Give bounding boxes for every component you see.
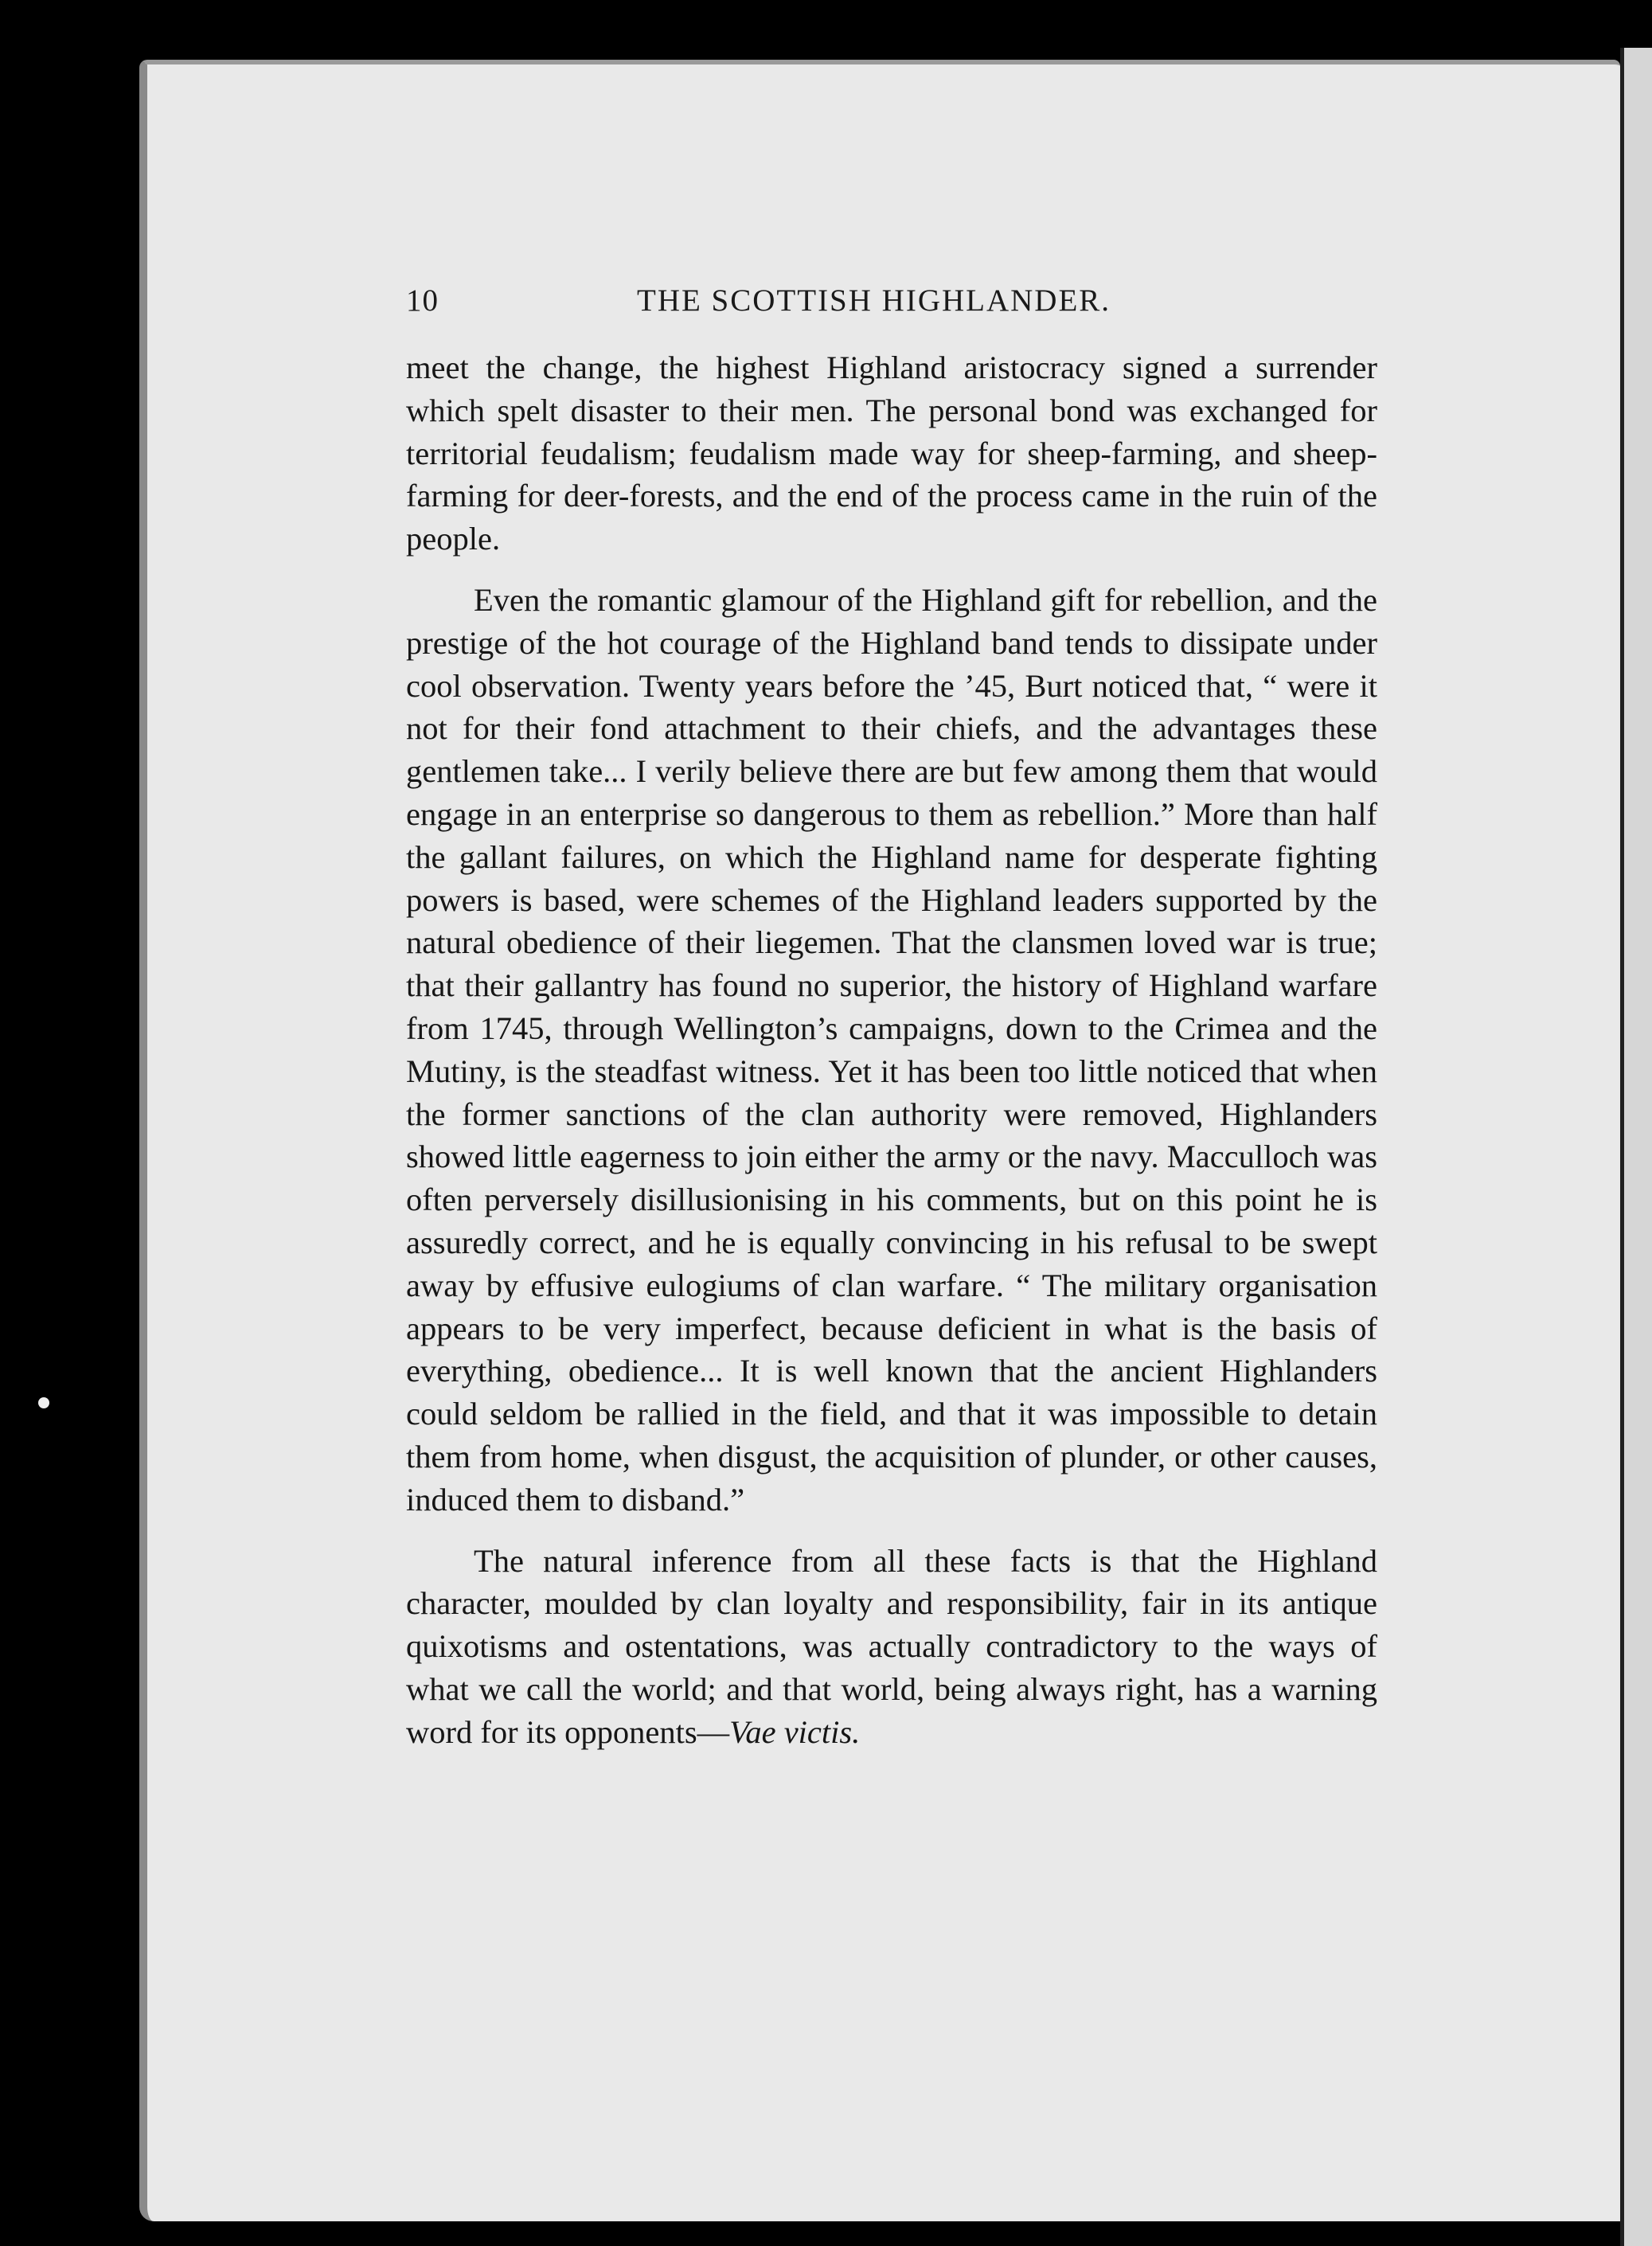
- scan-bottom-border: [139, 2221, 1620, 2246]
- latin-phrase: Vae victis.: [729, 1713, 861, 1750]
- paragraph-2: Even the romantic glamour of the Highland gift for rebellion, and the prestige of the hot courage of the Highland band tends to dissipate under cool observation. Twenty years before the ’45, Burt noticed that, “ were it not for their fond attachment to their chiefs, and the advantages these gentlemen take... I verily believe there are but few among them that would engage in an enterprise so dangerous to them as rebellion.” More than half the gallant failures, on which the Highland name for desperate fighting powers is based, were schemes of the Highland leaders supported by the natural obedience of their liegemen. That the clansmen loved war is true; that their gallantry has found no superior, the history of Highland warfare from 1745, through Wellington’s campaigns, down to the Crimea and the Mutiny, is the steadfast witness. Yet it has been too little noticed that when the former sanctions of the clan authority were removed, Highlanders showed little eagerness to join either the army or the navy. Macculloch was often perversely disillusionising in his comments, but on this point he is assuredly correct, and he is equally convincing in his refusal to be swept away by effusive eulogiums of clan warfare. “ The military organisation appears to be very imperfect, because deficient in what is the basis of everything, obedience... It is well known that the ancient Highlanders could seldom be rallied in the field, and that it was impossible to detain them from home, when disgust, the acquisition of plunder, or other causes, induced them to disband.”: [406, 581, 1377, 1518]
- scan-speck: [38, 1397, 49, 1408]
- page-edge-shadow: [1620, 48, 1624, 2246]
- page-number: 10: [406, 283, 439, 318]
- page-header: [406, 283, 1409, 330]
- running-title: THE SCOTTISH HIGHLANDER.: [637, 283, 1111, 318]
- scanner-right-margin: [1620, 48, 1652, 2246]
- paragraph-3: [406, 1540, 1377, 1754]
- paragraph-3-text: The natural inference from all these facts is that the Highland character, moulded by clan loyalty and responsibility, fair in its antique quixotisms and ostentations, was actually contradictory to the ways of what we call the world; and that world, being always right, has a warning word for its opponents—: [406, 1542, 1377, 1750]
- paragraph-1: meet the change, the highest Highland aristocracy signed a surrender which spelt disaster to their men. The personal bond was exchanged for territorial feudalism; feudalism made way for sheep-farming, and sheep-farming for deer-forests, and the end of the process came in the ruin of the people.: [406, 350, 1377, 557]
- body-text: [406, 346, 1377, 1754]
